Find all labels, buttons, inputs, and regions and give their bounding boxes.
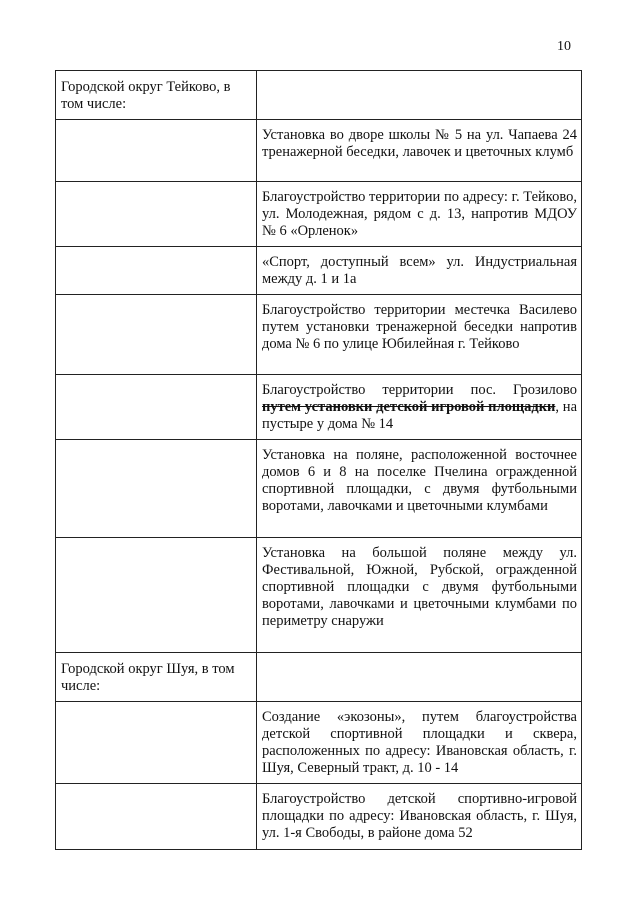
project-cell: Установка на поляне, расположенной восточнее домов 6 и 8 на поселке Пчелина огражденной спортивной площадки, с двумя футбольными воротами, лавочками и цветочными клумбами (257, 440, 582, 538)
table-row-group-teikovo (56, 71, 582, 120)
table-row (56, 375, 582, 440)
project-cell: Благоустройство территории местечка Василево путем установки тренажерной беседки напротив дома № 6 по улице Юбилейная г. Тейково (257, 295, 582, 375)
municipality-cell: Городской округ Тейково, в том числе: (56, 71, 257, 120)
projects-table (55, 70, 582, 850)
project-cell: Установка во дворе школы № 5 на ул. Чапаева 24 тренажерной беседки, лавочек и цветочных клумб (257, 120, 582, 182)
empty-cell (56, 702, 257, 784)
table-row (56, 702, 582, 784)
empty-cell (56, 247, 257, 295)
table-row (56, 784, 582, 850)
table-row (56, 182, 582, 247)
project-cell: Благоустройство территории по адресу: г. Тейково, ул. Молодежная, рядом с д. 13, напротив МДОУ № 6 «Орленок» (257, 182, 582, 247)
empty-cell (56, 120, 257, 182)
table-row (56, 440, 582, 538)
empty-cell (56, 784, 257, 850)
page-number: 10 (557, 39, 571, 54)
empty-cell (56, 440, 257, 538)
struck-through-text: путем установки детской игровой площадки (262, 399, 556, 415)
project-cell (257, 71, 582, 120)
table-row (56, 295, 582, 375)
project-cell: «Спорт, доступный всем» ул. Индустриальная между д. 1 и 1а (257, 247, 582, 295)
project-cell (257, 653, 582, 702)
empty-cell (56, 295, 257, 375)
municipality-cell: Городской округ Шуя, в том числе: (56, 653, 257, 702)
empty-cell (56, 375, 257, 440)
project-cell (257, 375, 582, 440)
project-text: Благоустройство территории пос. Грозилово (262, 382, 577, 398)
table-row (56, 247, 582, 295)
table-row (56, 120, 582, 182)
table-row (56, 538, 582, 653)
empty-cell (56, 538, 257, 653)
project-cell: Создание «экозоны», путем благоустройства детской спортивной площадки и сквера, расположенных по адресу: Ивановская область, г. Шуя, Северный тракт, д. 10 - 14 (257, 702, 582, 784)
empty-cell (56, 182, 257, 247)
project-cell: Установка на большой поляне между ул. Фестивальной, Южной, Рубской, огражденной спортивной площадки с двумя футбольными воротами, лавочками и цветочными клумбами по периметру снаружи (257, 538, 582, 653)
project-cell: Благоустройство детской спортивно-игровой площадки по адресу: Ивановская область, г. Шуя, ул. 1-я Свободы, в районе дома 52 (257, 784, 582, 850)
table-row-group-shuya (56, 653, 582, 702)
project-text-continued: , на пустыре у дома № 14 (262, 399, 577, 432)
